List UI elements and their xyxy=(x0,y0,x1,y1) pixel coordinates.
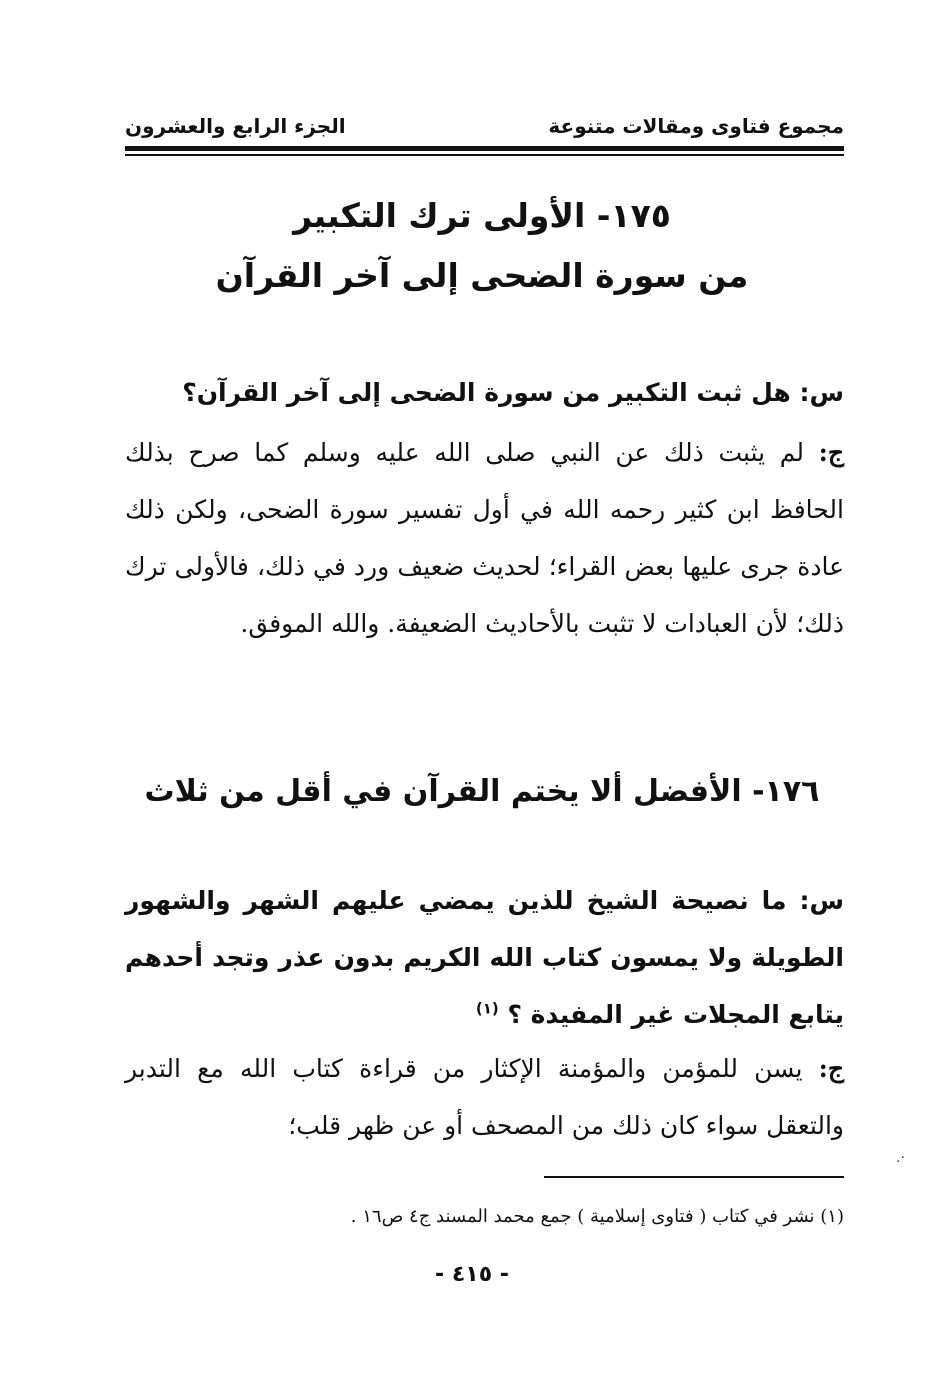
book-title: مجموع فتاوى ومقالات متنوعة xyxy=(548,114,844,138)
footnote: (١) نشر في كتاب ( فتاوى إسلامية ) جمع محمد المسند ج٤ ص١٦ . xyxy=(350,1206,844,1227)
fatwa-176-answer xyxy=(125,1040,844,1154)
answer-text: لم يثبت ذلك عن النبي صلى الله عليه وسلم كما صرح بذلك الحافظ ابن كثير رحمه الله في أول تفسير سورة الضحى، ولكن ذلك عادة جرى عليها بعض القراء؛ لحديث ضعيف ورد في ذلك، فالأولى ترك ذلك؛ لأن العبادات لا تثبت بالأحاديث الضعيفة. والله الموفق. xyxy=(125,438,844,638)
footnote-reference[interactable]: (١) xyxy=(475,999,499,1018)
fatwa-175-answer xyxy=(125,424,844,652)
question-text: ما نصيحة الشيخ للذين يمضي عليهم الشهر والشهور الطويلة ولا يمسون كتاب الله الكريم بدون عذر وتجد أحدهم يتابع المجلات غير المفيدة ؟ xyxy=(125,886,844,1029)
fatwa-176-question xyxy=(125,872,844,1043)
page-number: - ٤١٥ - xyxy=(435,1262,509,1287)
fatwa-175-title xyxy=(120,186,844,306)
header-rule-thin xyxy=(125,154,844,156)
answer-label: ج: xyxy=(818,1054,844,1083)
running-header xyxy=(125,110,844,142)
answer-label: ج: xyxy=(818,438,845,467)
volume-label: الجزء الرابع والعشرون xyxy=(125,114,346,138)
question-label: س: xyxy=(799,886,844,915)
question-label: س: xyxy=(799,378,844,407)
fatwa-175-title-line1: ١٧٥- الأولى ترك التكبير xyxy=(293,196,671,235)
footnote-divider xyxy=(544,1176,844,1178)
header-rule-thick xyxy=(125,146,844,151)
fatwa-175-title-line2: من سورة الضحى إلى آخر القرآن xyxy=(215,256,749,295)
question-text: هل ثبت التكبير من سورة الضحى إلى آخر القرآن؟ xyxy=(182,378,791,407)
margin-mark: ·. xyxy=(896,1150,905,1166)
answer-text: يسن للمؤمن والمؤمنة الإكثار من قراءة كتاب الله مع التدبر والتعقل سواء كان ذلك من المصحف أو عن ظهر قلب؛ xyxy=(125,1054,844,1140)
fatwa-175-question xyxy=(125,364,844,421)
fatwa-176-title: ١٧٦- الأفضل ألا يختم القرآن في أقل من ثلاث xyxy=(144,774,820,809)
